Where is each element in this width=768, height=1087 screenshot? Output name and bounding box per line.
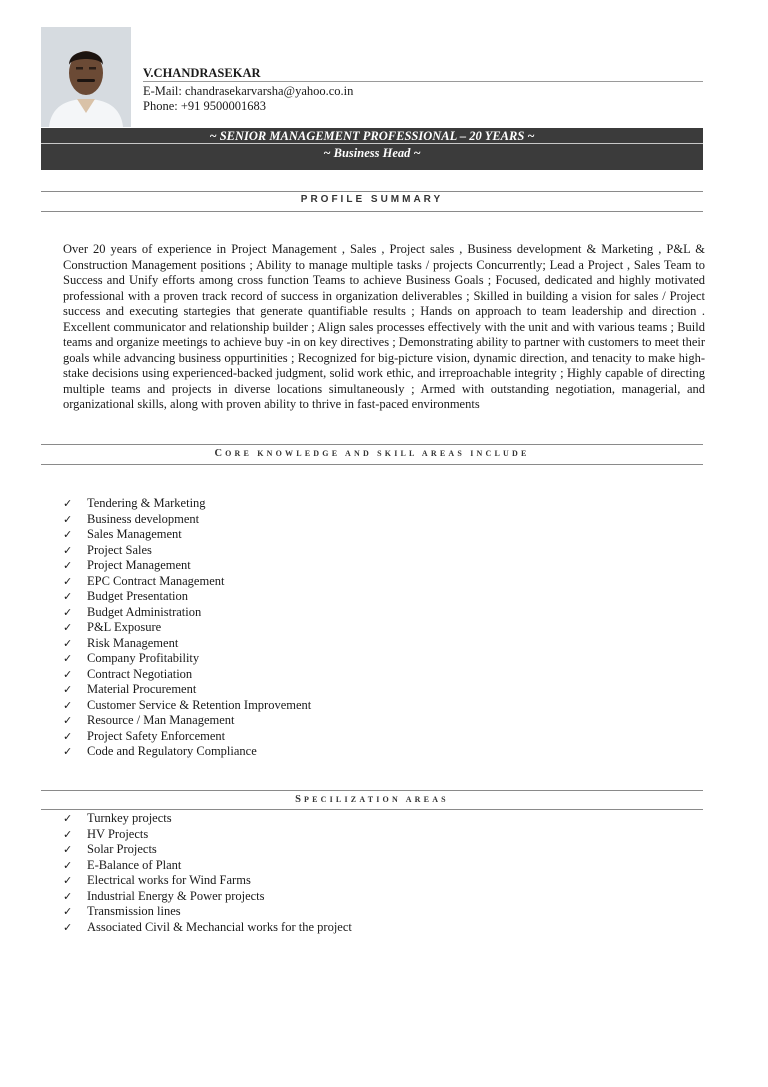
list-item <box>63 842 352 858</box>
list-item <box>63 543 311 559</box>
list-item-text: Solar Projects <box>87 842 157 856</box>
list-item <box>63 605 311 621</box>
checkmark-icon: ✓ <box>63 812 73 825</box>
checkmark-icon: ✓ <box>63 905 73 918</box>
banner-divider <box>41 143 703 144</box>
core-skills-heading <box>41 448 703 459</box>
profile-photo <box>41 27 131 127</box>
specialization-list <box>63 811 352 935</box>
checkmark-icon: ✓ <box>63 698 73 712</box>
core-skills-list <box>63 496 311 760</box>
heading-initial: C <box>214 448 226 459</box>
list-item <box>63 920 352 936</box>
list-item-text: EPC Contract Management <box>87 573 225 588</box>
list-item-text: P&L Exposure <box>87 620 162 634</box>
checkmark-icon: ✓ <box>63 827 73 841</box>
list-item-text: Sales Management <box>87 527 182 541</box>
checkmark-icon: ✓ <box>63 621 73 634</box>
list-item <box>63 682 311 698</box>
list-item <box>63 698 311 714</box>
list-item-text: Material Procurement <box>87 682 197 696</box>
list-item <box>63 827 352 843</box>
list-item-text: E-Balance of Plant <box>87 857 182 872</box>
list-item-text: Resource / Man Management <box>87 713 235 727</box>
checkmark-icon: ✓ <box>63 590 73 603</box>
list-item <box>63 651 311 667</box>
list-item <box>63 558 311 574</box>
list-item-text: Contract Negotiation <box>87 666 193 681</box>
list-item <box>63 873 352 889</box>
list-item <box>63 667 311 683</box>
checkmark-icon: ✓ <box>63 528 73 541</box>
candidate-name: V.CHANDRASEKAR <box>143 66 261 80</box>
list-item <box>63 858 352 874</box>
banner-subtitle: ~ Business Head ~ <box>323 146 421 160</box>
checkmark-icon: ✓ <box>63 574 73 588</box>
checkmark-icon: ✓ <box>63 605 73 619</box>
list-item-text: Risk Management <box>87 635 179 650</box>
list-item-text: Project Management <box>87 558 191 572</box>
checkmark-icon: ✓ <box>63 636 73 650</box>
checkmark-icon: ✓ <box>63 920 73 934</box>
checkmark-icon: ✓ <box>63 512 73 526</box>
profile-summary-heading: PROFILE SUMMARY <box>300 194 444 205</box>
checkmark-icon: ✓ <box>63 745 73 758</box>
profile-summary-text: Over 20 years of experience in Project Management , Sales , Project sales , Business development & Marketing , P&L & Construction Management positions ; Ability to manage multiple tasks / projects Concurrently; Lead a Project , Sales Team to Success and Unify efforts among cross function Teams to achieve Business Goals ; Focused, dedicated and highly motivated professional with a proven track record of success in organization deliverables ; Skilled in building a vision for sales / Project success and executing startegies that generate quantifiable results ; Hands on approach to team leadership and direction . Excellent communicator and relationship builder ; Align sales processes effectively with the unit and with various teams ; Build teams and organize meetings to achieve buy -in on key directives ; Demonstrating ability to partner with customers to meet their goals while advancing business oppurtinities ; Recognized for big-picture vision, dynamic direction, and tenacity to make high-stake decisions using experienced-backed judgment, solid work ethic, and irreproachable integrity ; Highly capable of directing multiple teams and projects in diverse locations simultaneously ; Armed with outstanding negotiation, managerial, and organizational skills, along with proven ability to thrive in fast-paced environments <box>63 242 705 411</box>
list-item <box>63 904 352 920</box>
list-item <box>63 574 311 590</box>
list-item-text: Project Sales <box>87 542 152 557</box>
list-item <box>63 729 311 745</box>
section-rule-top <box>41 191 703 192</box>
checkmark-icon: ✓ <box>63 714 73 727</box>
section-rule-bottom <box>41 211 703 212</box>
list-item <box>63 527 311 543</box>
list-item <box>63 636 311 652</box>
list-item <box>63 889 352 905</box>
contact-email: E-Mail: chandrasekarvarsha@yahoo.co.in <box>143 84 354 98</box>
list-item <box>63 496 311 512</box>
checkmark-icon: ✓ <box>63 683 73 696</box>
checkmark-icon: ✓ <box>63 858 73 872</box>
list-item-text: Tendering & Marketing <box>87 496 206 510</box>
heading-rest: PECILIZATION AREAS <box>304 795 449 804</box>
checkmark-icon: ✓ <box>63 843 73 856</box>
list-item <box>63 744 311 760</box>
list-item-text: Electrical works for Wind Farms <box>87 873 251 887</box>
checkmark-icon: ✓ <box>63 874 73 887</box>
checkmark-icon: ✓ <box>63 729 73 743</box>
checkmark-icon: ✓ <box>63 667 73 681</box>
heading-initial: S <box>295 794 305 805</box>
banner-title: ~ SENIOR MANAGEMENT PROFESSIONAL – 20 YEARS ~ <box>209 129 535 143</box>
list-item-text: Turnkey projects <box>87 811 172 825</box>
heading-rest: ORE KNOWLEDGE AND SKILL AREAS INCLUDE <box>225 449 530 458</box>
checkmark-icon: ✓ <box>63 559 73 572</box>
person-photo-icon <box>41 27 131 127</box>
list-item-text: HV Projects <box>87 826 149 841</box>
list-item-text: Transmission lines <box>87 904 181 918</box>
section-rule-bottom <box>41 464 703 465</box>
list-item <box>63 713 311 729</box>
list-item <box>63 512 311 528</box>
list-item-text: Company Profitability <box>87 651 200 665</box>
contact-phone: Phone: +91 9500001683 <box>143 99 267 113</box>
list-item <box>63 811 352 827</box>
title-banner <box>41 128 703 170</box>
section-rule-top <box>41 444 703 445</box>
list-item-text: Associated Civil & Mechancial works for the project <box>87 919 352 934</box>
list-item-text: Budget Administration <box>87 604 202 619</box>
list-item-text: Code and Regulatory Compliance <box>87 744 257 758</box>
list-item <box>63 589 311 605</box>
checkmark-icon: ✓ <box>63 652 73 665</box>
list-item-text: Project Safety Enforcement <box>87 728 226 743</box>
specialization-heading <box>41 794 703 805</box>
list-item-text: Budget Presentation <box>87 589 189 603</box>
list-item-text: Industrial Energy & Power projects <box>87 888 265 903</box>
checkmark-icon: ✓ <box>63 497 73 510</box>
section-rule-bottom <box>41 809 703 810</box>
list-item <box>63 620 311 636</box>
list-item-text: Customer Service & Retention Improvement <box>87 697 312 712</box>
checkmark-icon: ✓ <box>63 543 73 557</box>
list-item-text: Business development <box>87 511 200 526</box>
checkmark-icon: ✓ <box>63 889 73 903</box>
section-rule-top <box>41 790 703 791</box>
header-divider <box>143 81 703 82</box>
